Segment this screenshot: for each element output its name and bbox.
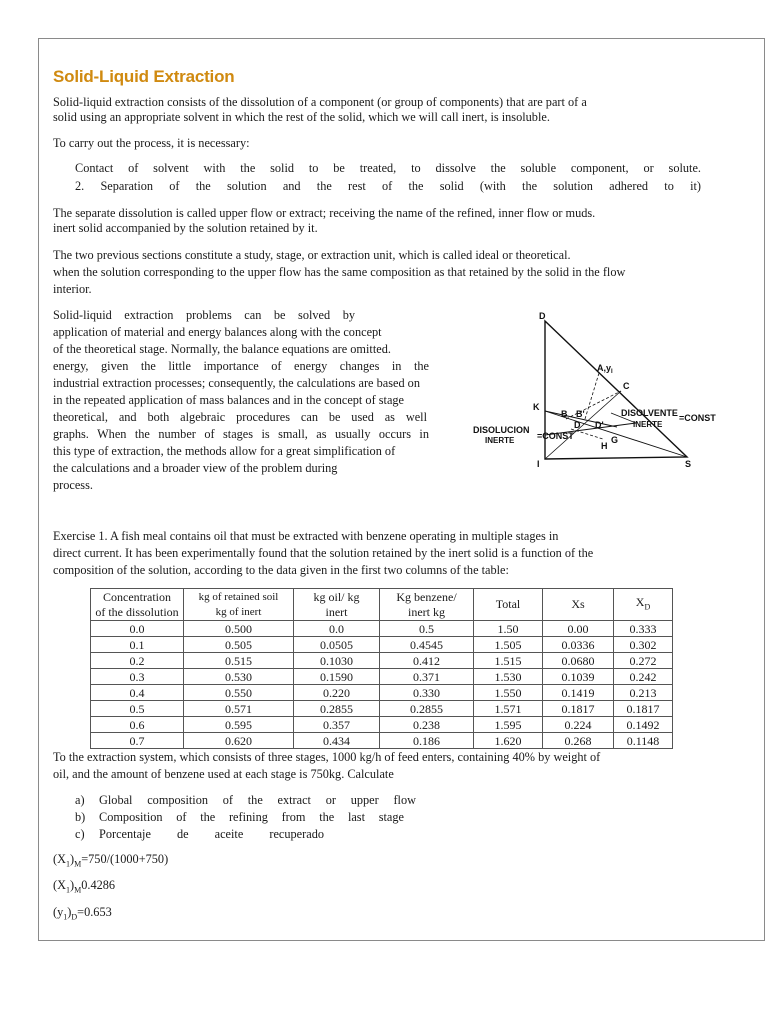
table-cell: 1.571 [474, 701, 543, 717]
table-row [91, 621, 673, 637]
table-cell: 0.0 [294, 621, 380, 637]
table-cell: 0.224 [543, 717, 614, 733]
table-cell: 1.550 [474, 685, 543, 701]
table-cell: 0.0336 [543, 637, 614, 653]
table-cell: 1.595 [474, 717, 543, 733]
question-b: Composition of the refining from the last stage [99, 810, 404, 824]
label-inert-1: INERTE [633, 420, 663, 429]
header-xs: Xs [543, 589, 614, 621]
equation-3: $(y_1)_D=0.653$ [53, 905, 112, 922]
table-cell: 0.1492 [614, 717, 673, 733]
sections-line-3: interior. [53, 282, 92, 296]
table-cell: 0.238 [380, 717, 474, 733]
table-cell: 0.186 [380, 733, 474, 749]
table-cell: 0.0505 [294, 637, 380, 653]
problems-line-3: of the theoretical stage. Normally, the balance equations are omitted. [53, 342, 391, 356]
equation-1: $(X_1)_M=750/(1000+750)$ [53, 852, 169, 869]
label-solvent: DISOLVENTE [621, 408, 678, 418]
table-cell: 0.0680 [543, 653, 614, 669]
necessary-text: To carry out the process, it is necessary: [53, 136, 250, 150]
intro-line-2: solid using an appropriate solvent in which the rest of the solid, which we will call inert, is insoluble. [53, 110, 550, 124]
step-2: 2. Separation of the solution and the rest of the solid (with the solution adhered to it) [75, 179, 701, 193]
question-a-marker: a) [75, 793, 85, 807]
exercise-line-3: composition of the solution, according to the data given in the first two columns of the table: [53, 563, 509, 577]
table-cell: 0.412 [380, 653, 474, 669]
table-cell: 0.220 [294, 685, 380, 701]
label-solution: DISOLUCION [473, 425, 530, 435]
dissolution-line-2: inert solid accompanied by the solution retained by it. [53, 221, 318, 235]
table-row [91, 637, 673, 653]
table-cell: 1.530 [474, 669, 543, 685]
table-cell: 0.330 [380, 685, 474, 701]
table-row [91, 685, 673, 701]
table-row [91, 653, 673, 669]
table-cell: 0.357 [294, 717, 380, 733]
header-retained-soil: kg of retained soil kg of inert [184, 589, 294, 621]
table-row [91, 717, 673, 733]
header-total: Total [474, 589, 543, 621]
label-d2: D [574, 420, 581, 430]
label-const-1: =CONST [679, 413, 716, 423]
table-cell: 0.272 [614, 653, 673, 669]
label-b-prime: B' [576, 409, 585, 419]
table-cell: 0.2 [91, 653, 184, 669]
problems-line-7: theoretical, and both algebraic procedures can be used as well [53, 410, 427, 424]
table-cell: 0.530 [184, 669, 294, 685]
table-cell: 0.4545 [380, 637, 474, 653]
header-concentration: Concentration of the dissolution [91, 589, 184, 621]
label-ay: $A,y_I$ [597, 363, 613, 375]
table-cell: 0.1030 [294, 653, 380, 669]
table-cell: 0.1590 [294, 669, 380, 685]
exercise-line-2: direct current. It has been experimentally found that the solution retained by the inert solid is a function of the [53, 546, 594, 560]
tie-line-2 [566, 391, 621, 419]
table-cell: 0.1419 [543, 685, 614, 701]
exercise-line-1: Exercise 1. A fish meal contains oil that must be extracted with benzene operating in multiple stages in [53, 529, 559, 543]
table-cell: 0.1817 [543, 701, 614, 717]
label-d-prime: D' [595, 420, 604, 430]
problems-line-1: Solid-liquid extraction problems can be solved by [53, 308, 355, 322]
label-g: G [611, 435, 619, 445]
table-row [91, 733, 673, 749]
system-line-2: oil, and the amount of benzene used at each stage is 750kg. Calculate [53, 767, 394, 781]
table-cell: 0.2855 [294, 701, 380, 717]
table-cell: 0.1148 [614, 733, 673, 749]
table-cell: 0.2855 [380, 701, 474, 717]
dissolution-line-1: The separate dissolution is called upper flow or extract; receiving the name of the refined, inner flow or muds. [53, 206, 596, 220]
table-cell: 0.302 [614, 637, 673, 653]
system-line-1: To the extraction system, which consists of three stages, 1000 kg/h of feed enters, containing 40% by weight of [53, 750, 601, 764]
header-xd: $X_D$ [614, 589, 673, 621]
equation-2: $(X_1)_M0.4286$ [53, 878, 116, 895]
problems-line-11: process. [53, 478, 93, 492]
table-cell: 0.1 [91, 637, 184, 653]
table-row [91, 701, 673, 717]
table-cell: 1.620 [474, 733, 543, 749]
table-row [91, 669, 673, 685]
question-c: Porcentaje de aceite recuperado [99, 827, 324, 841]
table-cell: 0.0 [91, 621, 184, 637]
label-s: S [685, 459, 692, 469]
table-cell: 0.5 [91, 701, 184, 717]
sections-line-2: when the solution corresponding to the upper flow has the same composition as that retained by the solid in the flow [53, 265, 626, 279]
table-cell: 0.242 [614, 669, 673, 685]
problems-line-10: the calculations and a broader view of the problem during [53, 461, 338, 475]
table-cell: 0.6 [91, 717, 184, 733]
document-page [38, 38, 765, 941]
table-cell: 0.505 [184, 637, 294, 653]
table-cell: 0.500 [184, 621, 294, 637]
problems-line-4: energy, given the little importance of energy changes in the [53, 359, 429, 373]
table-cell: 0.434 [294, 733, 380, 749]
question-b-marker: b) [75, 810, 86, 824]
table-cell: 1.515 [474, 653, 543, 669]
data-table [90, 588, 673, 749]
question-a: Global composition of the extract or upper flow [99, 793, 416, 807]
problems-line-5: industrial extraction processes; consequently, the calculations are based on [53, 376, 420, 390]
sections-line-1: The two previous sections constitute a study, stage, or extraction unit, which is called ideal or theoretical. [53, 248, 571, 262]
problems-line-6: in the repeated application of mass balances and in the concept of stage [53, 393, 405, 407]
label-k: K [533, 402, 540, 412]
label-const-2: =CONST [537, 431, 574, 441]
table-cell: 0.5 [380, 621, 474, 637]
problems-line-8: graphs. When the number of stages is small, as usually occurs in [53, 427, 429, 441]
tie-line-5 [571, 429, 603, 439]
table-cell: 0.515 [184, 653, 294, 669]
table-cell: 0.3 [91, 669, 184, 685]
header-oil: kg oil/ kg inert [294, 589, 380, 621]
table-cell: 0.371 [380, 669, 474, 685]
label-c: C [623, 381, 630, 391]
table-cell: 0.595 [184, 717, 294, 733]
table-cell: 0.4 [91, 685, 184, 701]
extraction-triangle-diagram [471, 309, 721, 469]
question-c-marker: c) [75, 827, 85, 841]
table-cell: 1.50 [474, 621, 543, 637]
table-cell: 0.1039 [543, 669, 614, 685]
table-cell: 1.505 [474, 637, 543, 653]
table-cell: 0.620 [184, 733, 294, 749]
table-cell: 0.213 [614, 685, 673, 701]
label-d: D [539, 311, 546, 321]
problems-line-2: application of material and energy balances along with the concept [53, 325, 382, 339]
table-cell: 0.333 [614, 621, 673, 637]
table-cell: 0.00 [543, 621, 614, 637]
intro-line-1: Solid-liquid extraction consists of the dissolution of a component (or group of components) that are part of a [53, 95, 587, 109]
page-title: Solid-Liquid Extraction [53, 67, 235, 86]
table-header-row [91, 589, 673, 621]
label-inert-2: INERTE [485, 436, 515, 445]
problems-line-9: this type of extraction, the methods allow for a great simplification of [53, 444, 396, 458]
label-h: H [601, 441, 608, 451]
table-cell: 0.7 [91, 733, 184, 749]
header-benzene: Kg benzene/ inert kg [380, 589, 474, 621]
label-b: B [561, 409, 568, 419]
step-1: Contact of solvent with the solid to be treated, to dissolve the soluble component, or solute. [75, 161, 701, 175]
table-cell: 0.1817 [614, 701, 673, 717]
table-cell: 0.550 [184, 685, 294, 701]
table-cell: 0.268 [543, 733, 614, 749]
label-i: I [537, 459, 540, 469]
table-cell: 0.571 [184, 701, 294, 717]
